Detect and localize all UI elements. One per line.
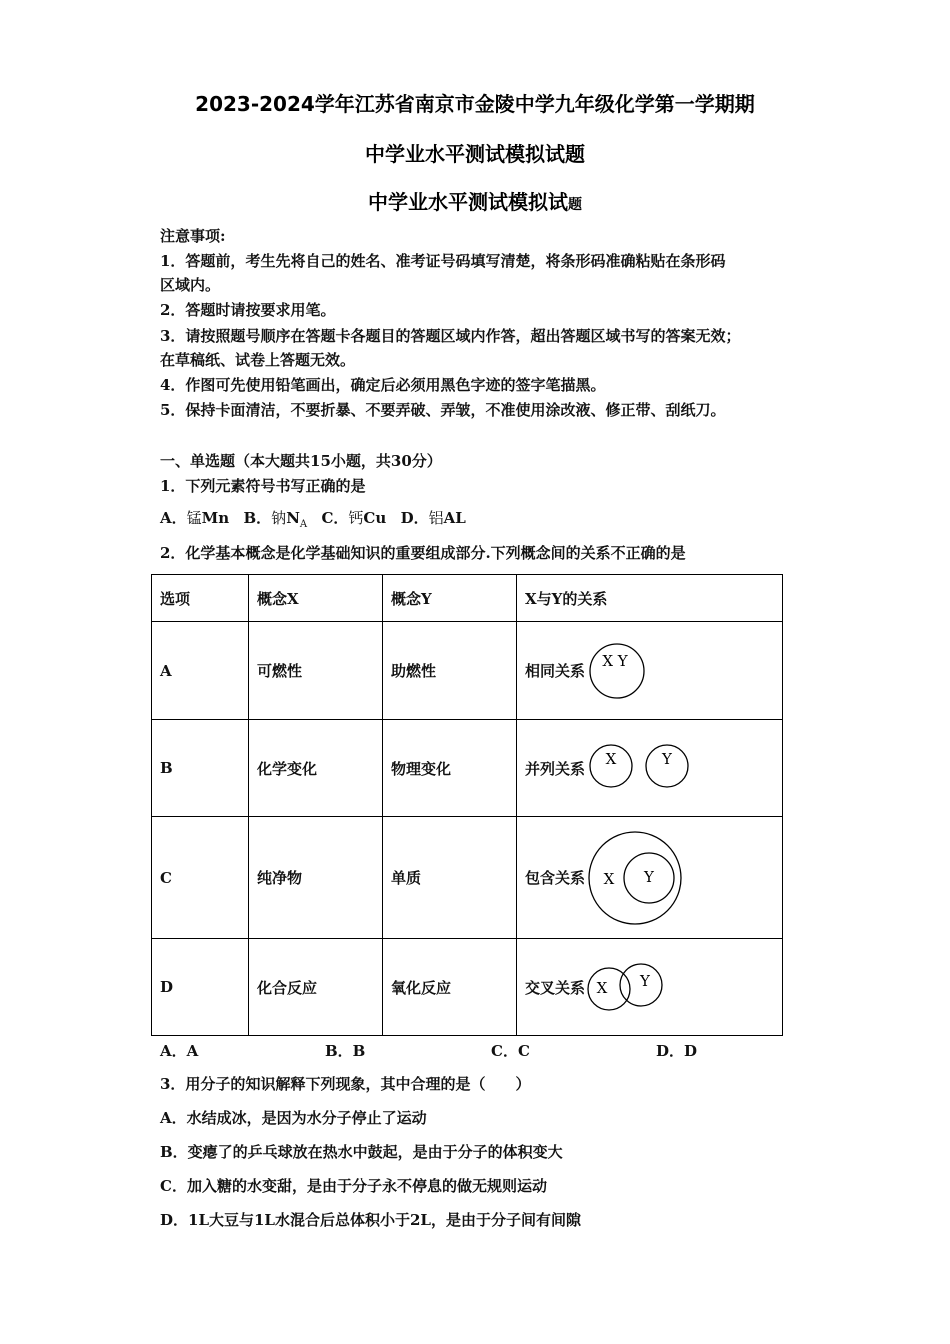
title-line-3-main: 中学业水平测试模拟试 [368, 190, 568, 214]
q1-option-d-name: 铝 [428, 509, 444, 527]
row-relation-cell [517, 817, 783, 939]
row-concept-y: 助燃性 [383, 622, 517, 720]
notice-item-3: 3．请按照题号顺序在答题卡各题目的答题区域内作答，超出答题区域书写的答案无效； [160, 327, 741, 345]
diagram-label-y: Y [640, 972, 650, 990]
header-option: 选项 [152, 575, 249, 622]
q2-answer-d: D．D [656, 1042, 698, 1060]
title-line-3-tail: 题 [568, 197, 582, 213]
q2-stem: 2．化学基本概念是化学基础知识的重要组成部分.下列概念间的关系不正确的是 [160, 544, 686, 562]
section-heading: 一、单选题（本大题共15小题，共30分） [160, 452, 442, 470]
row-relation: 相同关系 [525, 662, 586, 680]
row-concept-x: 纯净物 [249, 817, 383, 939]
concept-table [151, 574, 783, 1036]
title-line-2: 中学业水平测试模拟试题 [365, 142, 585, 166]
notice-heading: 注意事项: [160, 227, 226, 245]
parallel-relation-diagram [587, 740, 699, 796]
notice-item-2: 2．答题时请按要求用笔。 [160, 301, 336, 319]
table-row [152, 720, 783, 817]
row-relation: 包含关系 [525, 869, 586, 887]
q1-option-b-label: B． [243, 509, 272, 527]
diagram-label-x: X [605, 750, 617, 768]
q1-option-b-subscript: A [299, 519, 308, 530]
notice-item-1-cont: 区域内。 [160, 276, 221, 294]
notice-item-4: 4．作图可先使用铅笔画出，确定后必须用黑色字迹的签字笔描黑。 [160, 376, 606, 394]
row-option: B [152, 720, 249, 817]
table-row [152, 622, 783, 720]
circle-x [588, 968, 630, 1010]
notice-item-1: 1．答题前，考生先将自己的姓名、准考证号码填写清楚，将条形码准确粘贴在条形码 [160, 252, 726, 270]
q2-answer-a: A．A [160, 1042, 199, 1060]
notice-item-3-cont: 在草稿纸、试卷上答题无效。 [160, 351, 356, 369]
q3-option-b: B．变瘪了的乒乓球放在热水中鼓起，是由于分子的体积变大 [160, 1143, 563, 1161]
row-relation-cell [517, 622, 783, 720]
row-concept-x: 化学变化 [249, 720, 383, 817]
row-relation-cell [517, 720, 783, 817]
row-concept-y: 单质 [383, 817, 517, 939]
q1-option-a-label: A． [160, 509, 187, 527]
q2-answer-c: C．C [491, 1042, 530, 1060]
row-relation: 交叉关系 [525, 978, 586, 997]
intersection-relation-diagram [587, 959, 667, 1015]
diagram-label-y: Y [662, 750, 672, 768]
same-relation-diagram [587, 641, 651, 701]
table-row [152, 939, 783, 1036]
q3-option-d: D．1L大豆与1L水混合后总体积小于2L，是由于分子间有间隙 [160, 1211, 581, 1229]
header-concept-y: 概念Y [383, 575, 517, 622]
q1-options [160, 508, 466, 535]
row-relation: 并列关系 [525, 759, 586, 778]
row-relation-cell [517, 939, 783, 1036]
diagram-label-xy: X Y [602, 651, 628, 670]
header-concept-x: 概念X [249, 575, 383, 622]
table-header-row [152, 575, 783, 622]
q3-option-c: C．加入糖的水变甜，是由于分子永不停息的做无规则运动 [160, 1177, 547, 1195]
q1-option-b-symbol: N [286, 509, 300, 527]
notice-item-5: 5．保持卡面清洁，不要折暴、不要弄破、弄皱，不准使用涂改液、修正带、刮纸刀。 [160, 401, 726, 419]
diagram-label-y: Y [644, 867, 654, 886]
header-relation: X与Y的关系 [517, 575, 783, 622]
inclusion-relation-diagram [587, 828, 687, 928]
title-line-3 [0, 186, 950, 215]
q1-option-a-name: 锰 [186, 509, 202, 527]
row-option: A [152, 622, 249, 720]
q1-stem: 1．下列元素符号书写正确的是 [160, 477, 366, 495]
q3-option-a: A．水结成冰，是因为水分子停止了运动 [160, 1109, 427, 1127]
q1-option-c-name: 钙 [348, 509, 364, 527]
row-concept-y: 物理变化 [383, 720, 517, 817]
diagram-label-x: X [603, 869, 615, 888]
q1-option-c-symbol: Cu [363, 509, 387, 527]
q1-option-d-symbol: AL [443, 509, 466, 527]
q1-option-b-name: 钠 [271, 509, 287, 527]
q3-stem: 3．用分子的知识解释下列现象，其中合理的是（ ） [160, 1075, 531, 1093]
row-concept-x: 化合反应 [249, 939, 383, 1036]
table-row [152, 817, 783, 939]
q1-option-d-label: D． [400, 509, 429, 527]
title-line-1: 2023-2024学年江苏省南京市金陵中学九年级化学第一学期期 [195, 92, 755, 116]
row-concept-x: 可燃性 [249, 622, 383, 720]
diagram-label-x: X [596, 979, 608, 997]
row-option: C [152, 817, 249, 939]
row-concept-y: 氧化反应 [383, 939, 517, 1036]
row-option: D [152, 939, 249, 1036]
q1-option-a-symbol: Mn [201, 509, 230, 527]
q2-answer-b: B．B [325, 1042, 366, 1060]
q1-option-c-label: C． [321, 509, 349, 527]
